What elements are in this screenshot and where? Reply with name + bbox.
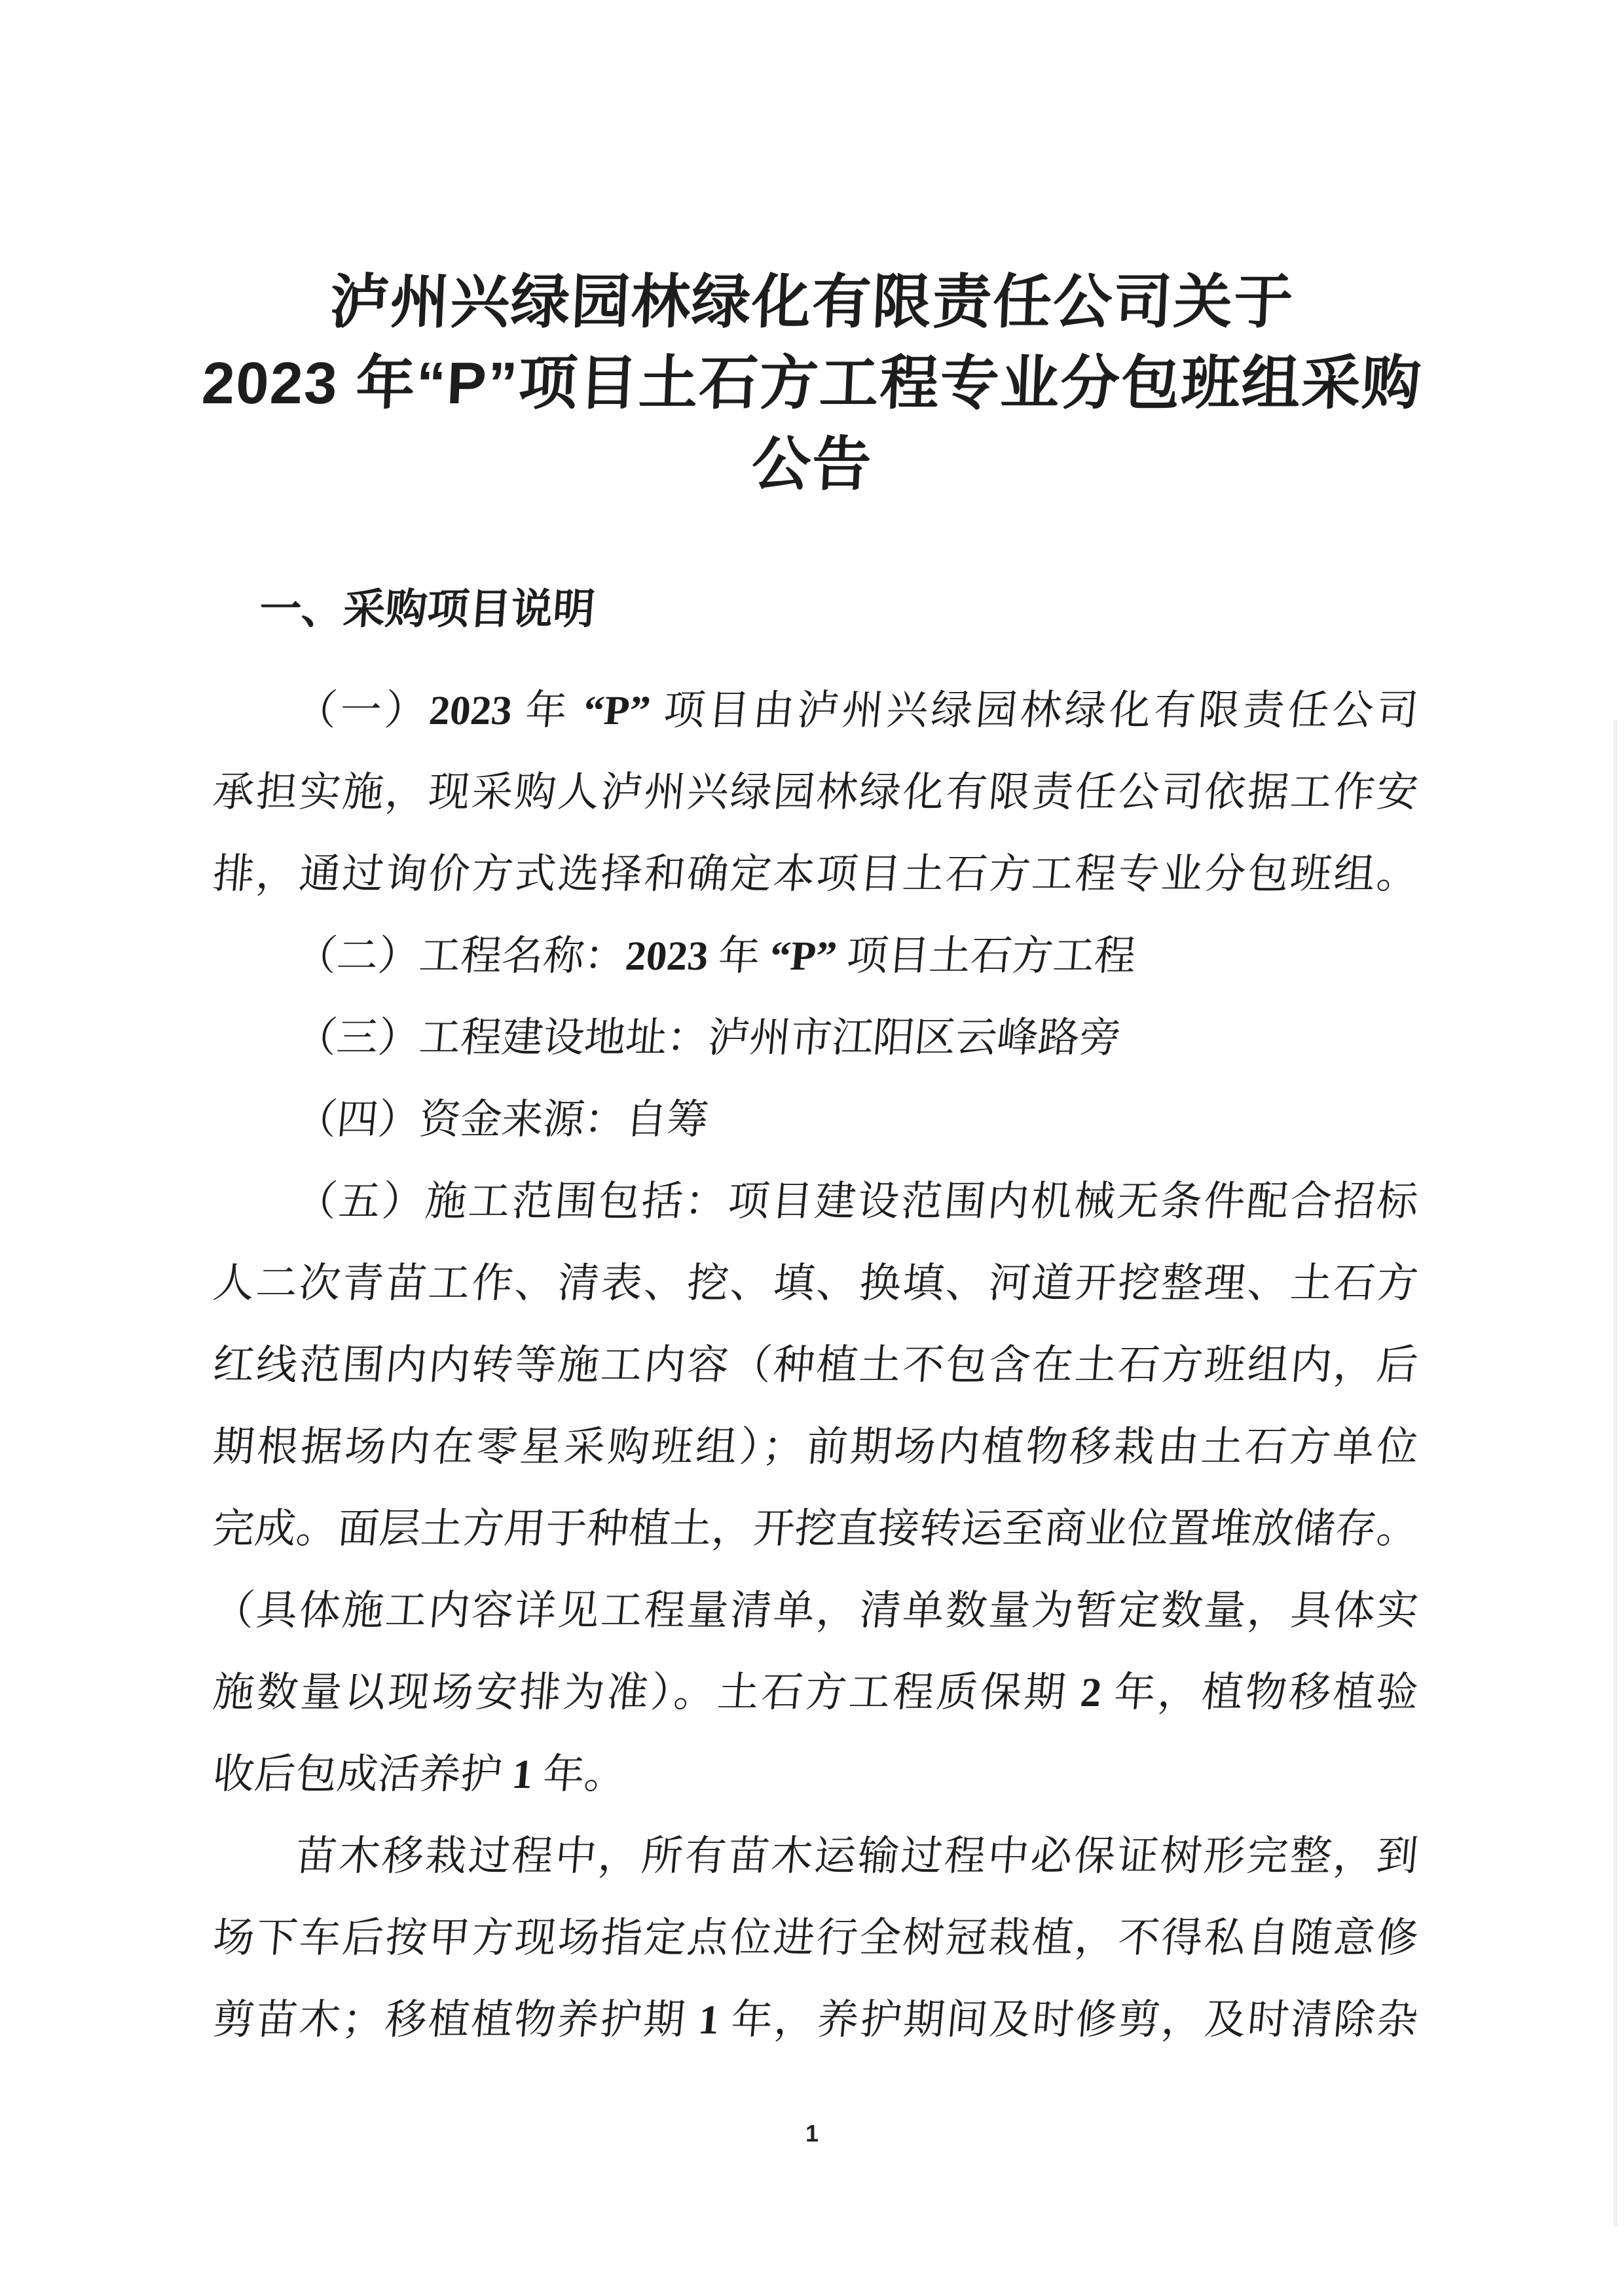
text-run: “P” bbox=[767, 933, 839, 979]
text-line bbox=[210, 1161, 1422, 1243]
text-line bbox=[210, 1406, 1422, 1488]
text-run: 年。 bbox=[530, 1751, 628, 1797]
document-title bbox=[0, 262, 1624, 505]
text-run: 2023 bbox=[427, 687, 514, 733]
text-run: 红线范围内内转等施工内容（种植土不包含在土石方班组内，后 bbox=[211, 1342, 1420, 1388]
text-line bbox=[210, 1488, 1422, 1570]
text-run: 年 bbox=[509, 687, 586, 733]
text-run: 排，通过询价方式选择和确定本项目土石方工程专业分包班组。 bbox=[211, 851, 1420, 897]
text-run: 1 bbox=[696, 1997, 722, 2043]
text-run: （三）工程建设地址：泸州市江阳区云峰路旁 bbox=[293, 1015, 1123, 1061]
text-run: （具体施工内容详见工程量清单，清单数量为暂定数量，具体实 bbox=[211, 1588, 1420, 1633]
text-line bbox=[210, 1652, 1422, 1734]
text-run: （五）施工范围包括：项目建设范围内机械无条件配合招标 bbox=[293, 1178, 1420, 1224]
text-run: 施数量以现场安排为准）。土石方工程质保期 bbox=[211, 1669, 1083, 1715]
text-run: （二）工程名称： bbox=[293, 933, 628, 979]
text-line bbox=[210, 1324, 1422, 1406]
text-run: （四）资金来源：自筹 bbox=[293, 1097, 710, 1142]
text-run: 完成。面层土方用于种植土，开挖直接转运至商业位置堆放储存。 bbox=[211, 1506, 1420, 1552]
text-line bbox=[210, 670, 1422, 752]
text-line bbox=[210, 1897, 1422, 1979]
text-line bbox=[210, 1079, 1422, 1161]
text-run: “P” bbox=[581, 687, 652, 733]
document-title-line: 泸州兴绿园林绿化有限责任公司关于 bbox=[328, 270, 1296, 335]
document-title-line: 2023 年“P”项目土石方工程专业分包班组采购 bbox=[200, 351, 1424, 416]
text-line bbox=[210, 752, 1422, 833]
text-run: 年，养护期间及时修剪，及时清除杂 bbox=[717, 1997, 1420, 2043]
text-run: 收后包成活养护 bbox=[211, 1751, 515, 1797]
document-body bbox=[210, 670, 1420, 2061]
text-run: 1 bbox=[510, 1751, 535, 1797]
text-run: 2 bbox=[1079, 1669, 1103, 1715]
text-run: 项目由泸州兴绿园林绿化有限责任公司 bbox=[648, 687, 1420, 733]
scan-edge-shadow bbox=[1614, 720, 1617, 2226]
text-run: 人二次青苗工作、清表、挖、填、换填、河道开挖整理、土石方 bbox=[211, 1260, 1420, 1306]
text-run: 剪苗木；移植植物养护期 bbox=[211, 1997, 701, 2043]
text-run: 场下车后按甲方现场指定点位进行全树冠栽植，不得私自随意修 bbox=[211, 1915, 1420, 1961]
document-title-line: 公告 bbox=[750, 432, 874, 498]
text-line bbox=[210, 833, 1422, 915]
text-run: 苗木移栽过程中，所有苗木运输过程中必保证树形完整，到 bbox=[293, 1833, 1420, 1879]
text-run: 期根据场内在零星采购班组）；前期场内植物移栽由土石方单位 bbox=[211, 1424, 1420, 1470]
text-line bbox=[210, 915, 1422, 997]
text-line bbox=[210, 1979, 1422, 2061]
section-heading: 一、采购项目说明 bbox=[257, 585, 597, 632]
text-run: （一） bbox=[293, 687, 432, 733]
text-line bbox=[210, 1734, 1422, 1815]
text-run: 年，植物移植验 bbox=[1099, 1669, 1420, 1715]
text-line bbox=[210, 1243, 1422, 1324]
text-line bbox=[210, 1570, 1422, 1652]
text-run: 承担实施，现采购人泸州兴绿园林绿化有限责任公司依据工作安 bbox=[211, 769, 1420, 815]
text-run: 2023 bbox=[623, 933, 710, 979]
text-run: 年 bbox=[706, 933, 773, 979]
text-line bbox=[210, 997, 1422, 1079]
text-line bbox=[210, 1815, 1422, 1897]
text-run: 项目土石方工程 bbox=[834, 933, 1138, 979]
page-number: 1 bbox=[805, 2120, 819, 2147]
